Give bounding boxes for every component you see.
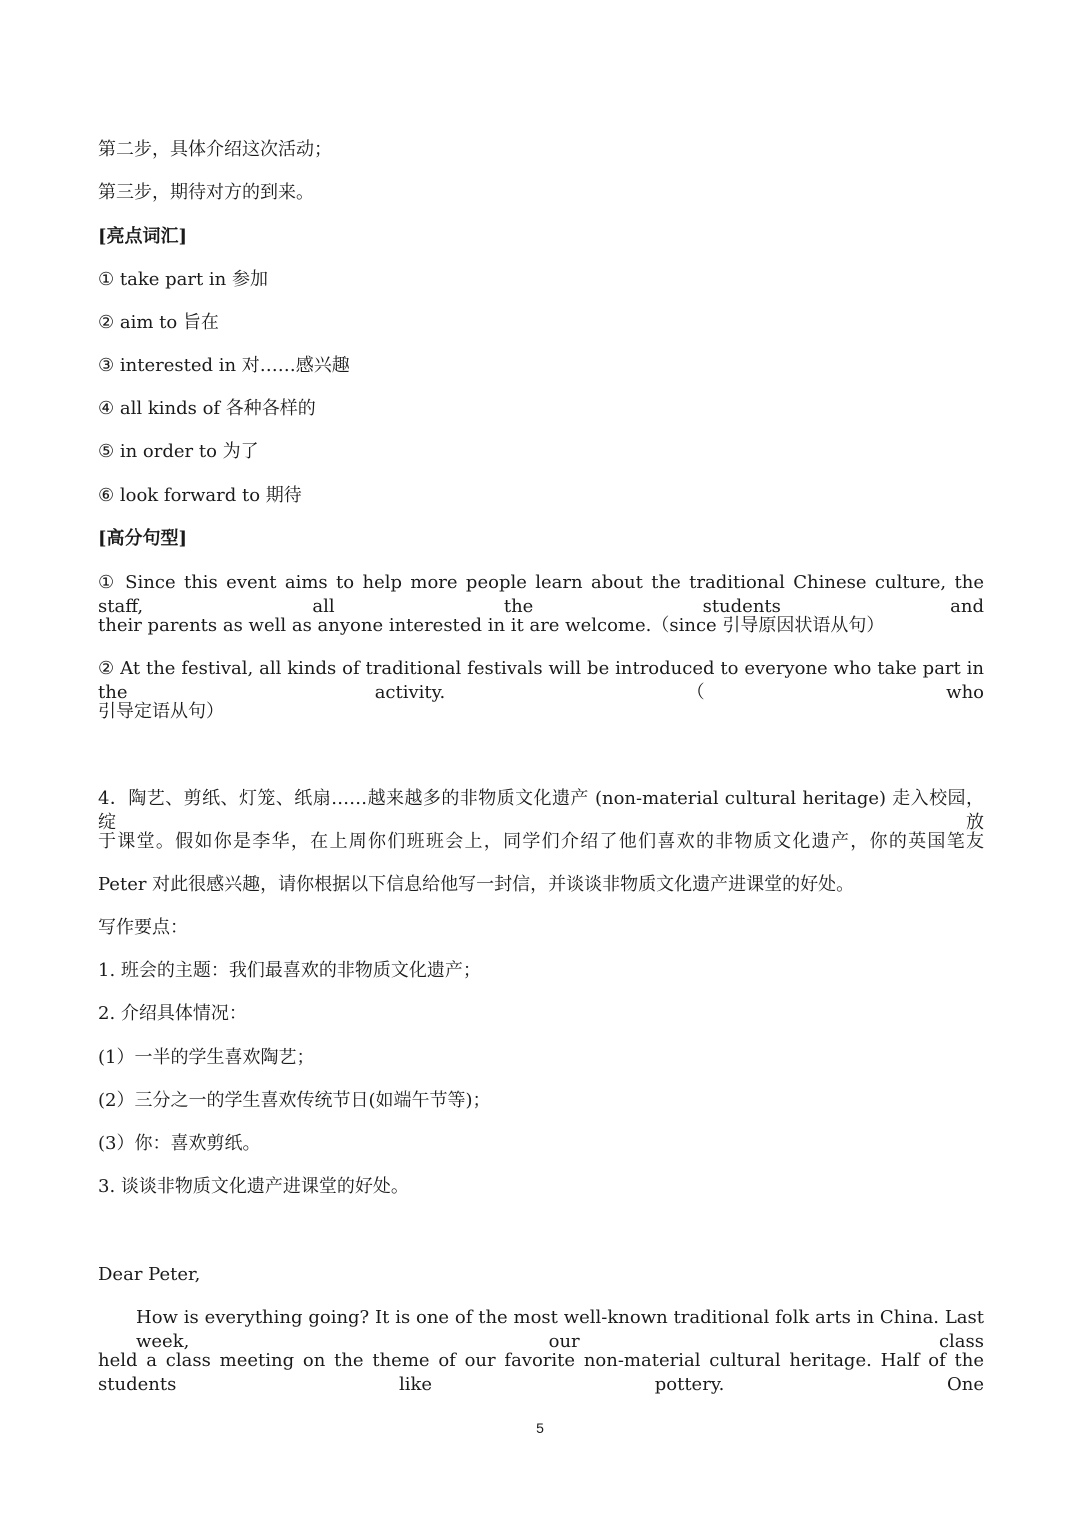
vocab-item: ② aim to 旨在 xyxy=(98,312,219,333)
writing-sub-point-1: (1）一半的学生喜欢陶艺； xyxy=(98,1047,315,1068)
sentence-2-line-1: ② At the festival, all kinds of traditional festivals will be introduced to everyone who take part in the activity.（who xyxy=(98,658,984,703)
vocab-item: ③ interested in 对……感兴趣 xyxy=(98,355,350,376)
writing-point-1: 1. 班会的主题：我们最喜欢的非物质文化遗产； xyxy=(98,960,481,981)
sentence-2-line-2: 引导定语从句） xyxy=(98,701,224,722)
writing-point-3: 3. 谈谈非物质文化遗产进课堂的好处。 xyxy=(98,1176,409,1197)
writing-sub-point-2: (2）三分之一的学生喜欢传统节日(如端午节等)； xyxy=(98,1090,491,1111)
vocab-item: ⑤ in order to 为了 xyxy=(98,441,259,462)
letter-salutation: Dear Peter, xyxy=(98,1264,201,1285)
writing-sub-point-3: (3）你：喜欢剪纸。 xyxy=(98,1133,261,1154)
task-4-line-3: Peter 对此很感兴趣，请你根据以下信息给他写一封信，并谈谈非物质文化遗产进课堂的好处。 xyxy=(98,874,855,895)
step-2-text: 第二步，具体介绍这次活动； xyxy=(98,139,332,160)
page-number: 5 xyxy=(536,1420,544,1436)
letter-body-line-2: held a class meeting on the theme of our favorite non-material cultural heritage. Half of the students like pottery. One xyxy=(98,1350,984,1395)
vocab-item: ① take part in 参加 xyxy=(98,269,268,290)
vocab-heading: [亮点词汇] xyxy=(98,226,188,247)
vocab-item: ④ all kinds of 各种各样的 xyxy=(98,398,316,419)
sentences-heading: [高分句型] xyxy=(98,528,188,549)
letter-body-line-1: How is everything going? It is one of the most well-known traditional folk arts in China. Last week, our class xyxy=(136,1307,984,1352)
sentence-1-line-1: ① Since this event aims to help more people learn about the traditional Chinese culture, the staff, all the students and xyxy=(98,572,984,617)
writing-point-2: 2. 介绍具体情况： xyxy=(98,1003,247,1024)
step-3-text: 第三步，期待对方的到来。 xyxy=(98,182,314,203)
writing-points-heading: 写作要点： xyxy=(98,917,188,938)
task-4-line-1: 4．陶艺、剪纸、灯笼、纸扇……越来越多的非物质文化遗产 (non-material cultural heritage) 走入校园，绽放 xyxy=(98,788,984,833)
sentence-1-line-2: their parents as well as anyone interested in it are welcome.（since 引导原因状语从句） xyxy=(98,615,885,636)
vocab-item: ⑥ look forward to 期待 xyxy=(98,485,302,506)
task-4-line-2: 于课堂。假如你是李华，在上周你们班班会上，同学们介绍了他们喜欢的非物质文化遗产，你的英国笔友 xyxy=(98,831,984,852)
